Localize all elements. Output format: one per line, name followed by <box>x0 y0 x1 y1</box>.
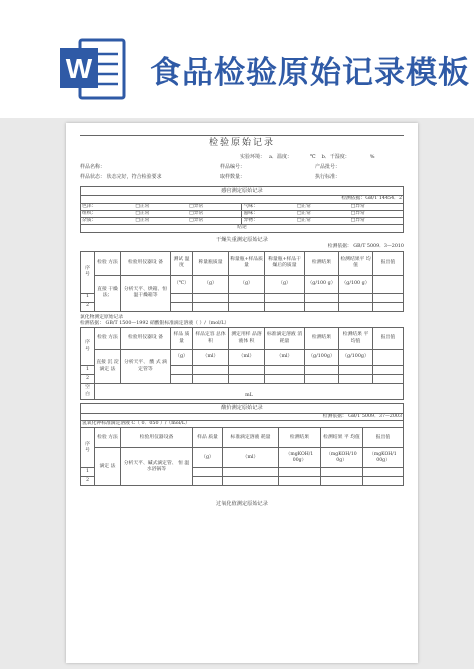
col-header: 报出值 <box>363 428 404 448</box>
drying-header-row <box>81 251 404 275</box>
seq-cell: 2 <box>81 477 95 486</box>
col-header: 检测结果平 均值 <box>339 251 373 275</box>
acid-basis: 检测依据： GB/T 5009．37—2003 <box>81 413 404 420</box>
acid-heading: 酸价测定原始记录 <box>81 404 404 414</box>
unit-cell: （ml） <box>223 448 279 468</box>
drying-heading: 干燥失重测定原始记录 <box>216 236 268 243</box>
acid-table <box>80 403 404 486</box>
sensory-item: 滋味： <box>242 210 296 217</box>
unit-cell: （g） <box>193 448 223 468</box>
word-document-icon <box>58 36 128 102</box>
chloride-blank-row <box>81 384 404 400</box>
sensory-conclusion: 结论 <box>81 225 404 232</box>
col-header: 序 号 <box>81 328 95 366</box>
col-header: 检验 方法 <box>95 251 121 275</box>
sensory-basis: 检测依据：GB/T 14454．2 <box>81 196 404 203</box>
sensory-item: 色泽： <box>81 203 135 210</box>
info-row-2 <box>80 173 404 183</box>
unit-cell: （mgKOH/1 00g） <box>363 448 404 468</box>
unit-cell: （ml） <box>265 350 305 366</box>
unit-cell: （g） <box>193 275 229 293</box>
col-header: 称量瓶+样品质量 <box>229 251 265 275</box>
col-header: 测试 温度 <box>171 251 193 275</box>
col-header: 检验 方法 <box>95 328 121 350</box>
drying-table <box>80 251 404 312</box>
sensory-row <box>81 203 404 210</box>
equipment-cell: 分析天平、 酸 式 滴定管等 <box>121 350 171 384</box>
col-header: 序 号 <box>81 251 95 293</box>
col-header: 样品 质量 <box>171 328 193 350</box>
unit-cell: （g/100 g） <box>339 275 373 293</box>
unit-cell: （ml） <box>193 350 229 366</box>
sensory-abnormal-checkbox: □异常 <box>188 210 242 217</box>
col-header: 报出值 <box>373 251 404 275</box>
sensory-heading: 感官测定原始记录 <box>81 186 404 196</box>
col-header: 检验用仪器设备 <box>121 428 193 448</box>
sensory-row <box>81 210 404 217</box>
seq-cell: 2 <box>81 375 95 384</box>
unit-cell: （g/100g） <box>339 350 373 366</box>
sensory-item: 气味： <box>242 203 296 210</box>
col-header: 样品 质量 <box>193 428 223 448</box>
info-row-1 <box>80 163 404 173</box>
blank-label: 空 白 <box>81 384 95 400</box>
col-header: 检测结果 平 均值 <box>339 328 373 350</box>
col-header: 标准滴定溶液 耗量 <box>223 428 279 448</box>
sensory-row <box>81 218 404 225</box>
unit-cell: （g） <box>229 275 265 293</box>
seq-cell: 1 <box>81 293 95 302</box>
unit-cell: （g/100g） <box>305 350 339 366</box>
doc-title: 检验原始记录 <box>208 138 275 148</box>
col-header: 标准滴定溶液 消 耗量 <box>265 328 305 350</box>
unit-cell: （mgKOH/10 0g） <box>321 448 363 468</box>
humidity-label: b．干湿度： <box>321 154 350 161</box>
sensory-item: 杂质： <box>81 218 135 225</box>
col-header: 称量瓶+样品干燥后的质量 <box>265 251 305 275</box>
banner <box>0 0 474 118</box>
equipment-cell: 分析天平、烘箱、恒温干燥箱等 <box>121 275 171 311</box>
sensory-item: 组织： <box>81 210 135 217</box>
method-cell: 直接 沉 淀 滴定 法 <box>95 350 121 384</box>
acid-header-row <box>81 428 404 448</box>
sample-name-label: 样品名称： <box>80 164 106 171</box>
svg-text:W: W <box>65 53 93 84</box>
banner-title: 食品检验原始记录模板 <box>150 55 470 91</box>
env-label: 实验环境： <box>240 154 266 161</box>
sensory-abnormal-checkbox: □异常 <box>350 210 404 217</box>
sensory-normal-checkbox: □正常 <box>296 210 350 217</box>
unit-cell: （g） <box>171 350 193 366</box>
sensory-item: 异物： <box>242 218 296 225</box>
col-header: 序 号 <box>81 428 95 468</box>
chloride-table <box>80 327 404 400</box>
document-page <box>66 123 418 663</box>
sensory-normal-checkbox: □正常 <box>296 218 350 225</box>
col-header: 检测结果 <box>279 428 321 448</box>
chloride-basis: 检测依据： GB/T 1500—1992 硝酸银标准滴定溶液（ ）/（mol/L） <box>80 320 230 326</box>
blank-unit: mL <box>95 384 404 400</box>
acid-reagent: 氢氧化钾标准滴定溶液 C（ 0．050 ）/（mol/L） <box>81 421 404 428</box>
chloride-heading: 氯化物测定原始记录 <box>80 314 124 320</box>
drying-body-row <box>81 275 404 293</box>
unit-cell: （℃） <box>171 275 193 293</box>
method-cell: 滴定 法 <box>95 448 121 486</box>
acid-body-row <box>81 448 404 468</box>
sample-qty-label: 取样数量： <box>220 174 246 181</box>
chloride-header-row <box>81 328 404 350</box>
unit-cell: （ml） <box>229 350 265 366</box>
drying-basis: 检测依据： GB/T 5009．3—2010 <box>327 244 404 250</box>
sensory-normal-checkbox: □正常 <box>134 210 188 217</box>
humidity-unit: % <box>369 154 375 161</box>
unit-cell: （g） <box>265 275 305 293</box>
sensory-abnormal-checkbox: □异常 <box>188 203 242 210</box>
unit-cell: （mgKOH/1 00g） <box>279 448 321 468</box>
chloride-body-row <box>81 350 404 366</box>
env-row <box>80 153 404 163</box>
sensory-abnormal-checkbox: □异常 <box>350 218 404 225</box>
col-header: 报出值 <box>373 328 404 350</box>
col-header: 检测结果 <box>305 328 339 350</box>
col-header: 检验 方法 <box>95 428 121 448</box>
exec-std-label: 执行标准： <box>315 174 341 181</box>
seq-cell: 1 <box>81 366 95 375</box>
sensory-table <box>80 186 404 233</box>
col-header: 样品定容 总体积 <box>193 328 229 350</box>
equipment-cell: 分析天平、碱式滴定管、 恒 温水浴锅等 <box>121 448 193 486</box>
sensory-normal-checkbox: □正常 <box>134 218 188 225</box>
temp-label: a．温度： <box>269 154 292 161</box>
col-header: 检验用仪器设 备 <box>121 251 171 275</box>
method-cell: 直接 干燥 法； <box>95 275 121 311</box>
col-header: 检测结果 平 均值 <box>321 428 363 448</box>
seq-cell: 2 <box>81 302 95 311</box>
sample-no-label: 样品编号： <box>220 164 246 171</box>
unit-cell: （g/100 g） <box>305 275 339 293</box>
col-header: 检测结果 <box>305 251 339 275</box>
peroxide-heading: 过氧化值测定原始记录 <box>216 501 268 508</box>
sensory-abnormal-checkbox: □异常 <box>188 218 242 225</box>
col-header: 测定用样 品溶液体 积 <box>229 328 265 350</box>
sensory-abnormal-checkbox: □异常 <box>350 203 404 210</box>
col-header: 称量瓶质量 <box>193 251 229 275</box>
product-lot-label: 产品批号： <box>315 164 341 171</box>
sensory-normal-checkbox: □正常 <box>134 203 188 210</box>
col-header: 检验用仪器设 备 <box>121 328 171 350</box>
temp-unit: ℃ <box>310 154 316 161</box>
sensory-normal-checkbox: □正常 <box>296 203 350 210</box>
seq-cell: 1 <box>81 468 95 477</box>
sample-status-label: 样品状态： 状态完好，符合检验要求 <box>80 174 162 181</box>
